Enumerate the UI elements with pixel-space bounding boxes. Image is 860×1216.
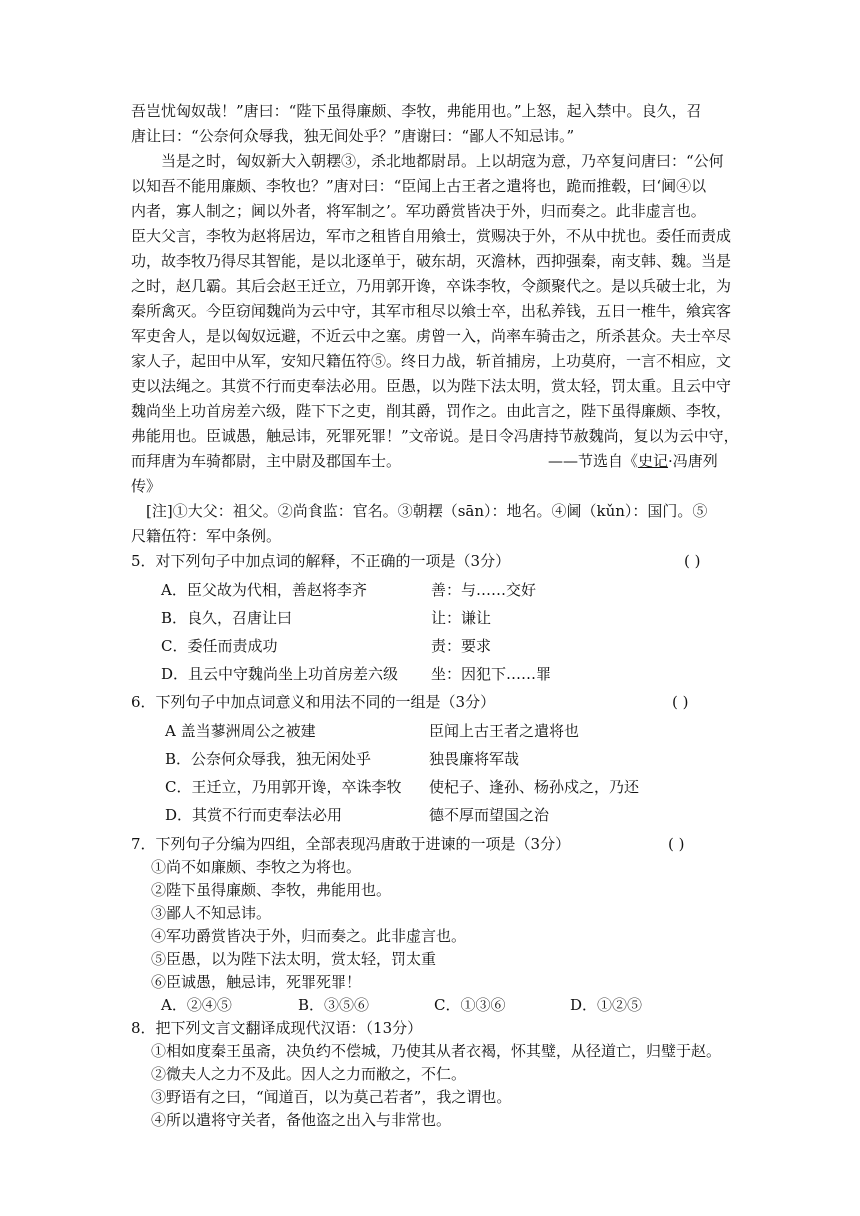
passage-line: 军吏舍人，是以匈奴远避，不近云中之塞。虏曾一入，尚率车骑击之，所杀甚众。夫士卒尽 bbox=[131, 327, 732, 345]
passage-line: 臣大父言，李牧为赵将居边，军市之租皆自用飨士，赏赐决于外，不从中扰也。委任而责成 bbox=[131, 227, 732, 245]
source-prefix: ——节选自《 bbox=[548, 452, 639, 470]
q7-item: ①尚不如廉颇、李牧之为将也。 bbox=[151, 858, 362, 876]
q5-option-b-gloss: 让：谦让 bbox=[431, 609, 492, 627]
q6-option-d-right: 德不厚而望国之治 bbox=[429, 806, 550, 824]
passage-line: 弗能用也。臣诚愚，触忌讳，死罪死罪！”文帝说。是日令冯唐持节赦魏尚，复以为云中守， bbox=[131, 427, 739, 445]
q7-choice-a: A．②④⑤ bbox=[161, 996, 232, 1014]
question-5-stem: 5．对下列句子中加点词的解释，不正确的一项是（3分） bbox=[131, 552, 511, 570]
q8-item: ③野语有之曰，“闻道百，以为莫己若者”，我之谓也。 bbox=[151, 1088, 512, 1106]
q6-option-c-left: C．王迁立，乃用郭开谗，卒诛李牧 bbox=[165, 778, 402, 796]
q7-choice-c: C．①③⑥ bbox=[434, 996, 506, 1014]
passage-line: 以知吾不能用廉颇、李牧也？”唐对曰：“臣闻上古王者之遣将也，跪而推毂，曰‘阃④以 bbox=[131, 177, 707, 195]
q6-option-c-right: 使杞子、逢孙、杨孙戍之，乃还 bbox=[429, 778, 640, 796]
passage-line: 之时，赵几霸。其后会赵王迁立，乃用郭开谗，卒诛李牧，令颜聚代之。是以兵破士北，为 bbox=[131, 277, 732, 295]
q7-item: ③鄙人不知忌讳。 bbox=[151, 904, 272, 922]
q6-option-a-left: A 盖当蓼洲周公之被建 bbox=[165, 722, 316, 740]
q5-option-a: A．臣父故为代相，善赵将李齐 bbox=[161, 581, 367, 599]
q8-item: ①相如度秦王虽斋，决负约不偿城，乃使其从者衣褐，怀其璧，从径道亡，归璧于赵。 bbox=[151, 1042, 722, 1060]
q7-item: ②陛下虽得廉颇、李牧，弗能用也。 bbox=[151, 881, 392, 899]
source-book: 史记 bbox=[638, 452, 669, 470]
q6-option-b-left: B．公奈何众辱我，独无闲处乎 bbox=[165, 750, 372, 768]
q7-item: ⑥臣诚愚，触忌讳，死罪死罪！ bbox=[151, 973, 362, 991]
passage-line: 功，故李牧乃得尽其智能，是以北逐单于，破东胡，灭澹林，西抑强秦，南支韩、魏。当是 bbox=[131, 252, 732, 270]
q5-option-a-gloss: 善：与……交好 bbox=[431, 581, 537, 599]
passage-line: 当是之时，匈奴新大入朝䎬③，杀北地都尉昂。上以胡寇为意，乃卒复问唐曰：“公何 bbox=[161, 152, 724, 170]
question-5-answer-blank: ( ) bbox=[684, 552, 701, 570]
q6-option-b-right: 独畏廉将军哉 bbox=[429, 750, 520, 768]
passage-line: 内者，寡人制之；阃以外者，将军制之’。军功爵赏皆决于外，归而奏之。此非虚言也。 bbox=[131, 202, 706, 220]
source-citation bbox=[548, 451, 718, 471]
passage-line: 魏尚坐上功首房差六级，陛下下之吏，削其爵，罚作之。由此言之，陛下虽得廉颇、李牧， bbox=[131, 402, 732, 420]
q6-option-d-left: D．其赏不行而吏奉法必用 bbox=[165, 806, 343, 824]
q7-item: ④军功爵赏皆决于外，归而奏之。此非虚言也。 bbox=[151, 927, 467, 945]
question-6-answer-blank: ( ) bbox=[672, 693, 689, 711]
q5-option-c-gloss: 责：要求 bbox=[431, 637, 492, 655]
notes-line: [注]①大父：祖父。②尚食监：官名。③朝䎬（sān）：地名。④阃（kǔn）：国门。⑤ bbox=[146, 502, 708, 520]
passage-line: 家人子，起田中从军，安知尺籍伍符⑤。终日力战，斩首捕房，上功莫府，一言不相应，文 bbox=[131, 352, 732, 370]
q5-option-b: B．良久，召唐让曰 bbox=[161, 609, 293, 627]
q7-choice-d: D．①②⑤ bbox=[570, 996, 643, 1014]
question-7-answer-blank: ( ) bbox=[668, 835, 685, 853]
source-citation-cont: 传》 bbox=[131, 477, 162, 495]
q7-choice-b: B．③⑤⑥ bbox=[298, 996, 370, 1014]
passage-line: 吏以法绳之。其赏不行而吏奉法必用。臣愚，以为陛下法太明，赏太轻，罚太重。且云中守 bbox=[131, 377, 732, 395]
passage-line: 吾岂忧匈奴哉！”唐曰：“陛下虽得廉颇、李牧，弗能用也。”上怒，起入禁中。良久，召 bbox=[131, 102, 702, 120]
passage-line: 秦所禽灭。今臣窃闻魏尚为云中守，其军市租尽以飨士卒，出私养钱，五日一椎牛，飨宾客 bbox=[131, 302, 732, 320]
q8-item: ④所以遣将守关者，备他盗之出入与非常也。 bbox=[151, 1111, 452, 1129]
q8-item: ②微夫人之力不及此。因人之力而敝之，不仁。 bbox=[151, 1065, 467, 1083]
q7-item: ⑤臣愚，以为陛下法太明，赏太轻，罚太重 bbox=[151, 950, 437, 968]
question-8-stem: 8．把下列文言文翻译成现代汉语：（13分） bbox=[131, 1019, 423, 1037]
notes-line: 尺籍伍符：军中条例。 bbox=[131, 527, 282, 545]
source-suffix: ·冯唐列 bbox=[668, 452, 718, 470]
q5-option-c: C．委任而责成功 bbox=[161, 637, 278, 655]
q6-option-a-right: 臣闻上古王者之遣将也 bbox=[429, 722, 580, 740]
q5-option-d: D．且云中守魏尚坐上功首房差六级 bbox=[161, 665, 399, 683]
q5-option-d-gloss: 坐：因犯下……罪 bbox=[431, 665, 552, 683]
question-6-stem: 6．下列句子中加点词意义和用法不同的一组是（3分） bbox=[131, 693, 496, 711]
question-7-stem: 7．下列句子分编为四组，全部表现冯唐敢于进谏的一项是（3分） bbox=[131, 835, 571, 853]
passage-line: 唐让曰：“公奈何众辱我，独无间处乎？”唐谢曰：“鄙人不知忌讳。” bbox=[131, 127, 575, 145]
passage-line: 而拜唐为车骑都尉，主中尉及郡国车士。 bbox=[131, 452, 402, 470]
